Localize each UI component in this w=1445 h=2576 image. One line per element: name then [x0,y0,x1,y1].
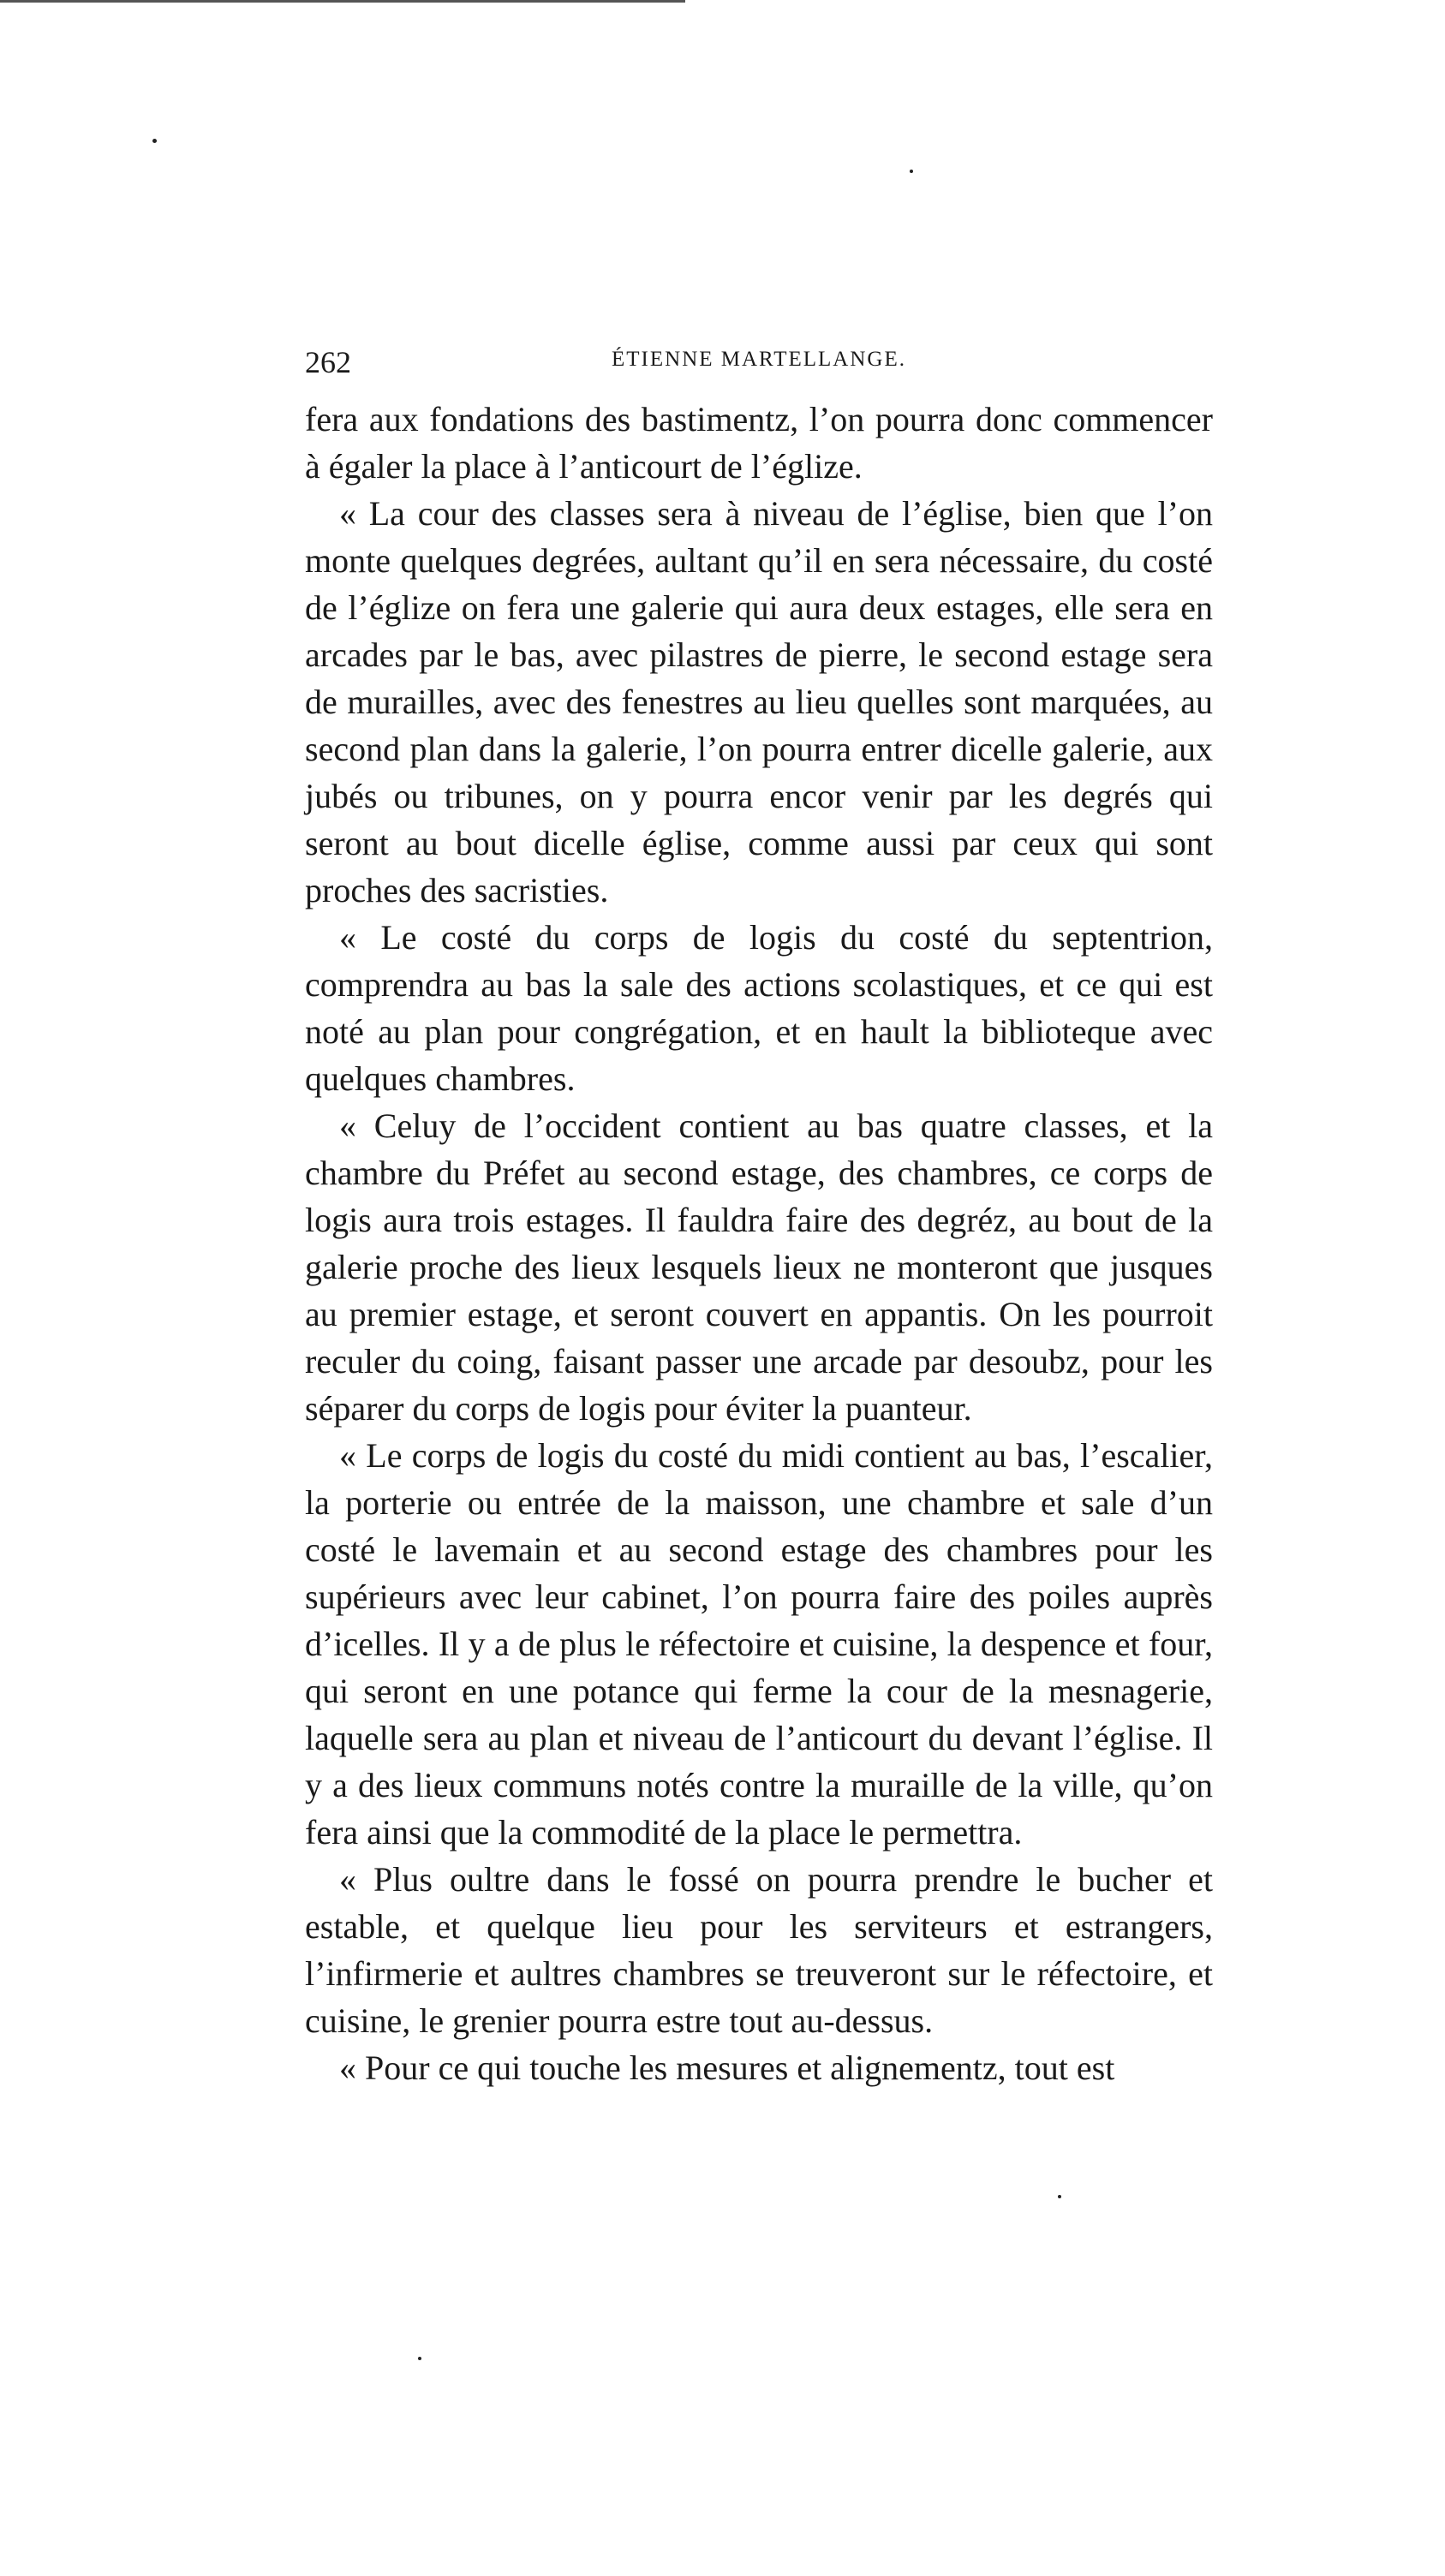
body-text [305,396,1213,2091]
paragraph: « Plus oultre dans le fossé on pourra prendre le bucher et estable, et quelque lieu pour les serviteurs et estrangers, l’infirmerie et aultres chambres se treuveront sur le réfectoire, et cuisine, le grenier pourra estre tout au-dessus. [305,1860,1213,2040]
paper-speck [1058,2195,1061,2198]
top-edge-rule [0,0,685,3]
page-number: 262 [305,345,351,379]
paragraph: « Celuy de l’occident contient au bas quatre classes, et la chambre du Préfet au second estage, des chambres, ce corps de logis aura trois estages. Il fauldra faire des degréz, au bout de la galerie proche des lieux lesquels lieux ne monteront que jusques au premier estage, et seront couvert en appantis. On les pourroit reculer du coing, faisant passer une arcade par desoubz, pour les séparer du corps de logis pour éviter la puanteur. [305,1106,1213,1428]
paragraph: fera aux fondations des bastimentz, l’on pourra donc commencer à égaler la place à l’anticourt de l’églize. [305,400,1213,486]
paper-speck [910,170,913,173]
paper-speck [152,139,157,143]
paragraph: « Le costé du corps de logis du costé du septentrion, comprendra au bas la sale des actions scolastiques, et ce qui est noté au plan pour congrégation, et en hault la biblioteque avec quelques chambres. [305,918,1213,1098]
paragraph: « La cour des classes sera à niveau de l’église, bien que l’on monte quelques degrées, aultant qu’il en sera nécessaire, du costé de l’églize on fera une galerie qui aura deux estages, elle sera en arcades par le bas, avec pilastres de pierre, le second estage sera de murailles, avec des fenestres au lieu quelles sont marquées, au second plan dans la galerie, l’on pourra entrer dicelle galerie, aux jubés ou tribunes, on y pourra encor venir par les degrés qui seront au bout dicelle église, comme aussi par ceux qui sont proches des sacristies. [305,494,1213,909]
paragraph: « Le corps de logis du costé du midi contient au bas, l’escalier, la porterie ou entrée de la maisson, une chambre et sale d’un costé le lavemain et au second estage des chambres pour les supérieurs avec leur cabinet, l’on pourra faire des poiles auprès d’icelles. Il y a de plus le réfectoire et cuisine, la despence et four, qui seront en une potance qui ferme la cour de la mesnagerie, laquelle sera au plan et niveau de l’anticourt du devant l’église. Il y a des lieux communs notés contre la muraille de la ville, qu’on fera ainsi que la commodité de la place le permettra. [305,1436,1213,1852]
paragraph: « Pour ce qui touche les mesures et alignementz, tout est [339,2048,1115,2087]
page-header [305,344,1213,387]
paper-speck [418,2357,421,2360]
running-head: ÉTIENNE MARTELLANGE. [612,348,906,371]
